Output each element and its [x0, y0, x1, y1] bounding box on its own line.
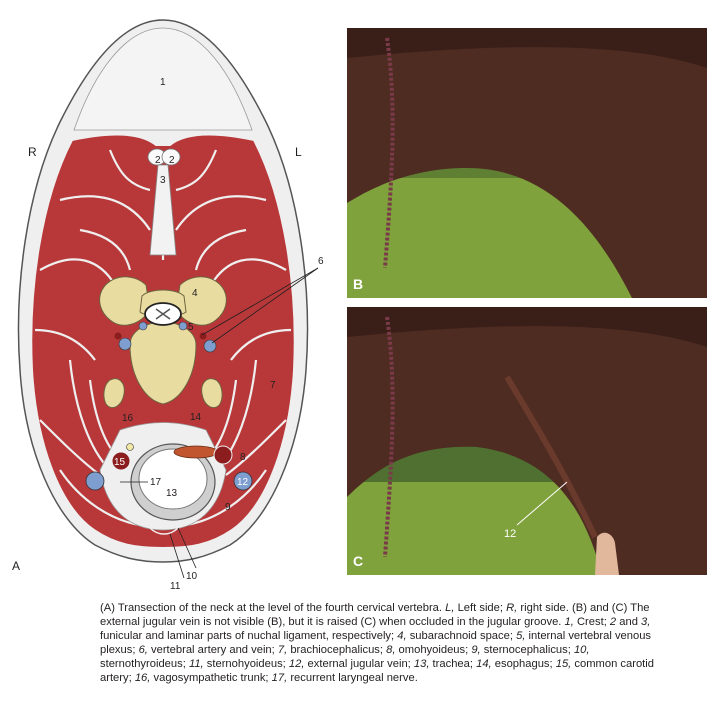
carotid-artery-left — [214, 446, 232, 464]
transection-diagram — [0, 0, 340, 600]
photo-b-illustration — [347, 28, 707, 298]
photo-c-letter: C — [353, 553, 364, 569]
label-14: 14 — [190, 412, 202, 423]
label-5: 5 — [188, 322, 194, 333]
side-label-right: R — [28, 145, 37, 159]
label-2-right: 2 — [155, 155, 161, 166]
vertebral-vein-right — [119, 338, 131, 350]
label-15: 15 — [114, 457, 126, 468]
label-11: 11 — [170, 581, 181, 592]
panel-letter-a: A — [12, 559, 21, 573]
vertebral-artery-left — [200, 333, 207, 340]
photo-c-illustration — [347, 307, 707, 575]
caption-text: (A) Transection of the neck at the level of the fourth cervical vertebra. L, Left side; R, right side. (B) and (C) The external jugular vein is not visible (B), but it is raised (C) when occluded in the jugular groove. 1, Crest; 2 and 3, funicular and laminar parts of nuchal ligament, respectively; 4, subarachnoid space; 5, internal vertebral venous plexus; 6, vertebral artery and vein; 7, brachiocephalicus; 8, omohyoideus; 9, sternocephalicus; 10, sternothyroideus; 11, sternohyoideus; 12, external jugular vein; 13, trachea; 14, esophagus; 15, common carotid artery; 16, vagosympathetic trunk; 17, recurrent laryngeal nerve. — [100, 602, 654, 684]
esophagus — [174, 446, 218, 458]
vagosympathetic-trunk — [127, 444, 134, 451]
label-1: 1 — [160, 77, 166, 88]
label-8: 8 — [240, 452, 246, 463]
side-label-left: L — [295, 145, 302, 159]
label-7: 7 — [270, 380, 276, 391]
label-10: 10 — [186, 571, 198, 582]
vertebral-artery-right — [115, 333, 122, 340]
jugular-vein-right — [86, 472, 104, 490]
venous-plexus-left — [179, 322, 187, 330]
label-3: 3 — [160, 175, 166, 186]
label-16: 16 — [122, 413, 134, 424]
figure-caption — [100, 601, 656, 685]
photo-c — [347, 307, 707, 575]
venous-plexus-right — [139, 322, 147, 330]
label-12: 12 — [237, 477, 249, 488]
label-4: 4 — [192, 288, 198, 299]
transection-svg — [0, 0, 340, 600]
label-6: 6 — [318, 256, 324, 267]
photo-b-letter: B — [353, 276, 364, 292]
photo-c-label-12: 12 — [504, 528, 517, 540]
label-2-left: 2 — [169, 155, 175, 166]
photo-b — [347, 28, 707, 298]
label-13: 13 — [166, 488, 178, 499]
label-9: 9 — [225, 502, 231, 513]
label-17: 17 — [150, 477, 162, 488]
